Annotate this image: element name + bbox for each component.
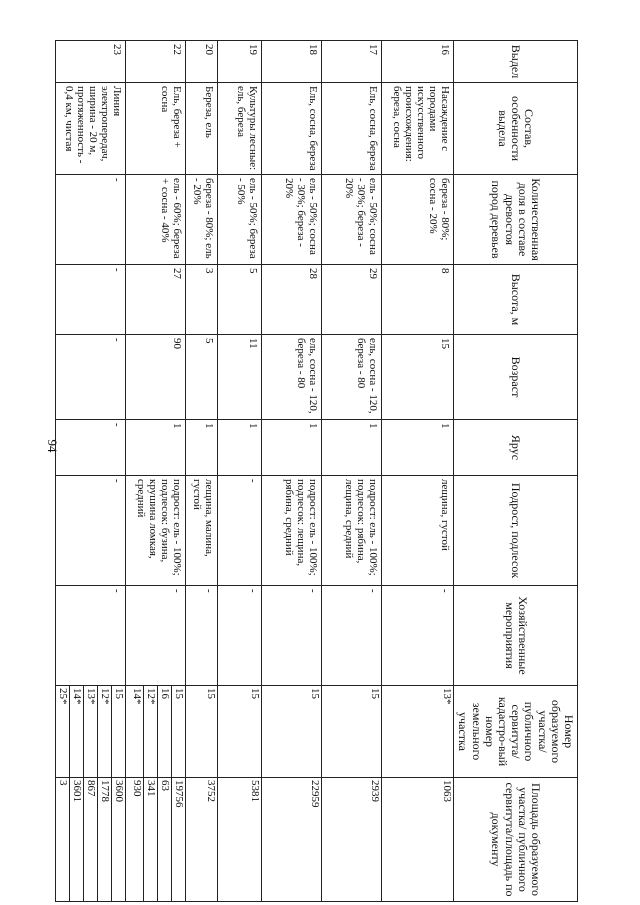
cell-ploshchad — [262, 778, 322, 902]
cell-meropriyatiya: - — [262, 586, 322, 686]
cell-yarus: 1 — [322, 420, 382, 476]
cell-ploshchad — [322, 778, 382, 902]
cell-vydel: 18 — [262, 41, 322, 83]
header-nomer-uchastka: Номер образуемого участка/ публичного сервитута/кадастро-вый номер земельного участка — [454, 686, 578, 778]
parcel-area-list — [440, 778, 453, 901]
sub-row — [144, 686, 158, 777]
parcel-area: 867 — [84, 778, 98, 901]
table-row — [218, 41, 262, 902]
parcel-area: 3600 — [112, 778, 126, 901]
sub-row — [70, 686, 84, 777]
header-dolya: Количественная доля в составе древостоя пород деревьев — [454, 175, 578, 265]
forest-inventory-table — [55, 40, 578, 902]
parcel-number: 25* — [57, 688, 70, 705]
cell-vysota: 28 — [262, 265, 322, 335]
cell-nomer-uchastka — [322, 686, 382, 778]
cell-dolya: ель - 50%; сосна - 30%; береза - 20% — [322, 175, 382, 265]
parcel-area: 63 — [158, 778, 172, 901]
sub-row — [98, 778, 112, 901]
header-sostav: Состав, особенности выдела — [454, 83, 578, 175]
parcel-number: 15 — [205, 688, 218, 699]
parcel-number: 15 — [112, 686, 126, 777]
parcel-area: 3752 — [205, 780, 218, 802]
header-vysota: Высота, м — [454, 265, 578, 335]
cell-vydel: 19 — [218, 41, 262, 83]
cell-vozrast: 11 — [218, 335, 262, 420]
cell-vozrast: 5 — [186, 335, 218, 420]
cell-nomer-uchastka — [126, 686, 186, 778]
cell-yarus: - — [56, 420, 126, 476]
table-body — [56, 41, 454, 902]
cell-vozrast: 90 — [126, 335, 186, 420]
cell-ploshchad — [382, 778, 454, 902]
parcel-number: 14* — [131, 688, 144, 705]
cell-meropriyatiya: - — [382, 586, 454, 686]
parcel-number-list — [308, 686, 321, 777]
cell-vysota: 5 — [218, 265, 262, 335]
cell-vozrast: 15 — [382, 335, 454, 420]
sub-row — [368, 778, 381, 901]
cell-dolya: береза - 80%; сосна - 20% — [382, 175, 454, 265]
cell-podrost: подрост: ель - 100%; подлесок: рябина, лещина, средний — [322, 476, 382, 586]
sub-row — [98, 686, 112, 777]
parcel-number: 14* — [70, 686, 84, 777]
cell-meropriyatiya: - — [322, 586, 382, 686]
sub-row — [56, 778, 70, 901]
cell-dolya: ель - 50%; береза - 50% — [218, 175, 262, 265]
cell-vysota: 8 — [382, 265, 454, 335]
sub-row — [248, 778, 261, 901]
sub-row — [204, 686, 217, 777]
parcel-area-list — [130, 778, 185, 901]
sub-row — [130, 778, 144, 901]
cell-sostav: Культуры лесные: ель, береза — [218, 83, 262, 175]
parcel-area: 19756 — [172, 778, 186, 901]
parcel-area: 930 — [131, 780, 144, 797]
cell-yarus: 1 — [126, 420, 186, 476]
cell-ploshchad — [56, 778, 126, 902]
sub-row — [112, 686, 126, 777]
header-row — [454, 41, 578, 902]
parcel-area-list — [368, 778, 381, 901]
cell-vozrast: - — [56, 335, 126, 420]
sub-row — [144, 778, 158, 901]
cell-ploshchad — [186, 778, 218, 902]
parcel-number-list — [56, 686, 125, 777]
cell-meropriyatiya: - — [126, 586, 186, 686]
header-podrost: Подрост, подлесок — [454, 476, 578, 586]
cell-sostav: Насаждение с породами искусственного происхождения: береза, сосна — [382, 83, 454, 175]
cell-podrost: подрост: ель - 100%; подлесок: бузина, крушина ломкая, средний — [126, 476, 186, 586]
cell-dolya: береза - 80%; ель - 20% — [186, 175, 218, 265]
parcel-number: 15 — [369, 688, 382, 699]
table-row — [56, 41, 126, 902]
header-yarus: Ярус — [454, 420, 578, 476]
parcel-area: 5381 — [249, 780, 262, 802]
sub-row — [70, 778, 84, 901]
cell-ploshchad — [218, 778, 262, 902]
cell-vysota: 27 — [126, 265, 186, 335]
sub-row — [158, 778, 172, 901]
cell-vydel: 17 — [322, 41, 382, 83]
cell-sostav: Ель, береза + сосна — [126, 83, 186, 175]
cell-sostav: Береза, ель — [186, 83, 218, 175]
table-row — [262, 41, 322, 902]
page-number: 94 — [45, 439, 60, 453]
parcel-number: 13* — [441, 688, 454, 705]
cell-nomer-uchastka — [186, 686, 218, 778]
cell-podrost: - — [218, 476, 262, 586]
cell-vozrast: ель, сосна - 120, береза - 80 — [262, 335, 322, 420]
sub-row — [204, 778, 217, 901]
cell-vydel: 20 — [186, 41, 218, 83]
cell-nomer-uchastka — [262, 686, 322, 778]
table-sheet — [57, 40, 578, 901]
cell-sostav: Линия электропередач, ширина - 20 м, протяженность - 0,4 км, чистая — [56, 83, 126, 175]
parcel-number: 15 — [172, 686, 186, 777]
parcel-area: 2939 — [369, 780, 382, 802]
cell-yarus: 1 — [186, 420, 218, 476]
sub-row — [308, 686, 321, 777]
cell-vysota: 29 — [322, 265, 382, 335]
sub-row — [158, 686, 172, 777]
header-vozrast: Возраст — [454, 335, 578, 420]
cell-sostav: Ель, сосна, береза — [322, 83, 382, 175]
cell-vydel: 22 — [126, 41, 186, 83]
parcel-number: 13* — [84, 686, 98, 777]
cell-vysota: - — [56, 265, 126, 335]
sub-row — [172, 778, 186, 901]
parcel-area: 3 — [57, 780, 70, 786]
sub-row — [56, 686, 70, 777]
header-ploshchad: Площадь образуемого участка/ публичного сервитута/площадь по документу — [454, 778, 578, 902]
cell-vysota: 3 — [186, 265, 218, 335]
sub-row — [84, 686, 98, 777]
parcel-number-list — [368, 686, 381, 777]
table-row — [382, 41, 454, 902]
sub-row — [84, 778, 98, 901]
table-row — [186, 41, 218, 902]
parcel-area-list — [56, 778, 125, 901]
parcel-area: 22959 — [309, 780, 322, 808]
parcel-area: 1778 — [98, 778, 112, 901]
parcel-number-list — [248, 686, 261, 777]
cell-vydel: 23 — [56, 41, 126, 83]
header-vydel: Выдел — [454, 41, 578, 83]
parcel-number: 12* — [98, 686, 112, 777]
cell-yarus: 1 — [382, 420, 454, 476]
cell-podrost: лещина, густой — [382, 476, 454, 586]
parcel-number: 15 — [309, 688, 322, 699]
sub-row — [308, 778, 321, 901]
cell-nomer-uchastka — [218, 686, 262, 778]
sub-row — [130, 686, 144, 777]
cell-podrost: подрост: ель - 100%; подлесок: лещина, рябина, средний — [262, 476, 322, 586]
sub-row — [248, 686, 261, 777]
cell-yarus: 1 — [218, 420, 262, 476]
parcel-area: 341 — [144, 778, 158, 901]
cell-vydel: 16 — [382, 41, 454, 83]
cell-podrost: - — [56, 476, 126, 586]
cell-dolya: ель - 50%; сосна - 30%; береза - 20% — [262, 175, 322, 265]
cell-vozrast: ель, сосна - 120, береза - 80 — [322, 335, 382, 420]
cell-yarus: 1 — [262, 420, 322, 476]
cell-dolya: ель - 60%; береза + сосна - 40% — [126, 175, 186, 265]
sub-row — [440, 686, 453, 777]
parcel-number: 15 — [249, 688, 262, 699]
parcel-number-list — [130, 686, 185, 777]
cell-meropriyatiya: - — [218, 586, 262, 686]
parcel-number: 16 — [158, 686, 172, 777]
cell-sostav: Ель, сосна, береза — [262, 83, 322, 175]
sub-row — [368, 686, 381, 777]
parcel-area: 3601 — [70, 778, 84, 901]
table-row — [322, 41, 382, 902]
cell-nomer-uchastka — [382, 686, 454, 778]
table-row — [126, 41, 186, 902]
parcel-number-list — [204, 686, 217, 777]
header-meropriyatiya: Хозяйственные мероприятия — [454, 586, 578, 686]
parcel-area-list — [204, 778, 217, 901]
cell-podrost: лещина, малина, густой — [186, 476, 218, 586]
cell-ploshchad — [126, 778, 186, 902]
cell-meropriyatiya: - — [56, 586, 126, 686]
cell-nomer-uchastka — [56, 686, 126, 778]
rotated-table-frame — [57, 40, 578, 901]
sub-row — [172, 686, 186, 777]
sub-row — [440, 778, 453, 901]
parcel-number: 12* — [144, 686, 158, 777]
parcel-area: 1063 — [441, 780, 454, 802]
cell-meropriyatiya: - — [186, 586, 218, 686]
sub-row — [112, 778, 126, 901]
parcel-area-list — [308, 778, 321, 901]
cell-dolya: - — [56, 175, 126, 265]
parcel-number-list — [440, 686, 453, 777]
parcel-area-list — [248, 778, 261, 901]
